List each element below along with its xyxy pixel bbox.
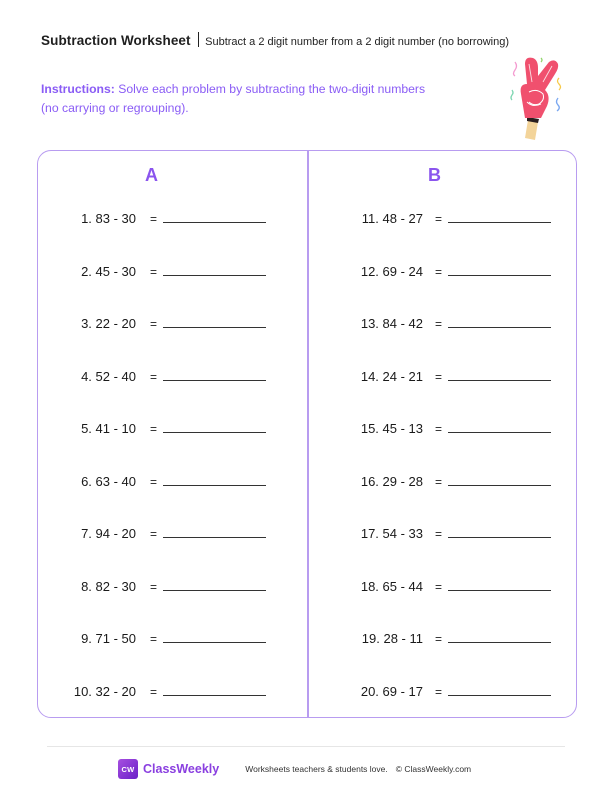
foam-finger-peace-sign-icon (505, 54, 565, 142)
answer-blank[interactable] (448, 695, 551, 696)
equals-sign: = (150, 265, 158, 279)
problem-row (50, 416, 266, 436)
header-separator (198, 32, 200, 47)
problem-row (318, 206, 551, 226)
equals-sign: = (435, 580, 443, 594)
instructions-label: Instructions: (41, 82, 115, 96)
problem-row (50, 206, 266, 226)
instructions-text: Solve each problem by subtracting the two-digit numbers (no carrying or regrouping). (41, 82, 426, 115)
problem-expression: 9. 71 - 50 (81, 631, 136, 646)
answer-blank[interactable] (448, 380, 551, 381)
worksheet-header (41, 30, 509, 48)
worksheet-subtitle: Subtract a 2 digit number from a 2 digit number (no borrowing) (205, 36, 509, 48)
answer-blank[interactable] (163, 537, 266, 538)
problem-expression: 6. 63 - 40 (81, 474, 136, 489)
problem-row (318, 311, 551, 331)
problem-expression: 20. 69 - 17 (360, 684, 423, 699)
answer-blank[interactable] (163, 695, 266, 696)
problem-row (50, 574, 266, 594)
problem-row (50, 626, 266, 646)
equals-sign: = (435, 632, 443, 646)
footer (118, 759, 471, 779)
problem-expression: 16. 29 - 28 (360, 474, 423, 489)
equals-sign: = (150, 632, 158, 646)
brand-name: ClassWeekly (143, 762, 220, 776)
column-divider (307, 151, 309, 717)
problem-expression: 19. 28 - 11 (361, 631, 423, 646)
classweekly-logo-icon: CW (118, 759, 138, 779)
equals-sign: = (150, 475, 158, 489)
problem-expression: 15. 45 - 13 (360, 421, 423, 436)
answer-blank[interactable] (448, 432, 551, 433)
problem-expression: 10. 32 - 20 (73, 684, 136, 699)
problem-expression: 17. 54 - 33 (360, 526, 423, 541)
answer-blank[interactable] (448, 537, 551, 538)
answer-blank[interactable] (448, 485, 551, 486)
equals-sign: = (435, 422, 443, 436)
problem-row (318, 679, 551, 699)
equals-sign: = (435, 475, 443, 489)
footer-tagline: Worksheets teachers & students love. (245, 764, 388, 774)
answer-blank[interactable] (448, 275, 551, 276)
instructions (41, 80, 441, 118)
problem-row (50, 311, 266, 331)
answer-blank[interactable] (163, 432, 266, 433)
footer-copyright: © ClassWeekly.com (395, 764, 472, 774)
answer-blank[interactable] (163, 485, 266, 486)
problem-expression: 11. 48 - 27 (361, 211, 423, 226)
problem-expression: 2. 45 - 30 (81, 264, 136, 279)
answer-blank[interactable] (163, 590, 266, 591)
footer-divider (47, 746, 565, 747)
answer-blank[interactable] (448, 327, 551, 328)
answer-blank[interactable] (448, 642, 551, 643)
equals-sign: = (435, 212, 443, 226)
problem-row (50, 521, 266, 541)
equals-sign: = (150, 527, 158, 541)
problem-expression: 8. 82 - 30 (81, 579, 136, 594)
equals-sign: = (435, 685, 443, 699)
equals-sign: = (435, 527, 443, 541)
problem-row (318, 574, 551, 594)
problem-row (318, 626, 551, 646)
problem-row (50, 364, 266, 384)
equals-sign: = (150, 370, 158, 384)
problem-expression: 1. 83 - 30 (81, 211, 136, 226)
problem-row (318, 259, 551, 279)
answer-blank[interactable] (163, 642, 266, 643)
answer-blank[interactable] (163, 327, 266, 328)
equals-sign: = (150, 422, 158, 436)
problem-row (50, 259, 266, 279)
problem-expression: 7. 94 - 20 (81, 526, 136, 541)
problem-expression: 3. 22 - 20 (81, 316, 136, 331)
problem-expression: 18. 65 - 44 (360, 579, 423, 594)
problem-row (50, 679, 266, 699)
worksheet-title: Subtraction Worksheet (41, 33, 191, 48)
answer-blank[interactable] (163, 275, 266, 276)
problem-expression: 4. 52 - 40 (81, 369, 136, 384)
problem-expression: 14. 24 - 21 (360, 369, 423, 384)
problem-row (318, 469, 551, 489)
equals-sign: = (435, 265, 443, 279)
problem-row (318, 521, 551, 541)
problem-row (318, 364, 551, 384)
problem-expression: 13. 84 - 42 (360, 316, 423, 331)
equals-sign: = (150, 580, 158, 594)
problem-row (50, 469, 266, 489)
equals-sign: = (150, 685, 158, 699)
answer-blank[interactable] (448, 590, 551, 591)
equals-sign: = (150, 212, 158, 226)
equals-sign: = (435, 317, 443, 331)
answer-blank[interactable] (163, 380, 266, 381)
problems-panel (37, 150, 577, 718)
column-b-heading: B (428, 165, 441, 185)
problem-expression: 12. 69 - 24 (360, 264, 423, 279)
problem-row (318, 416, 551, 436)
problem-expression: 5. 41 - 10 (81, 421, 136, 436)
answer-blank[interactable] (448, 222, 551, 223)
equals-sign: = (150, 317, 158, 331)
equals-sign: = (435, 370, 443, 384)
answer-blank[interactable] (163, 222, 266, 223)
column-a-heading: A (145, 165, 158, 185)
